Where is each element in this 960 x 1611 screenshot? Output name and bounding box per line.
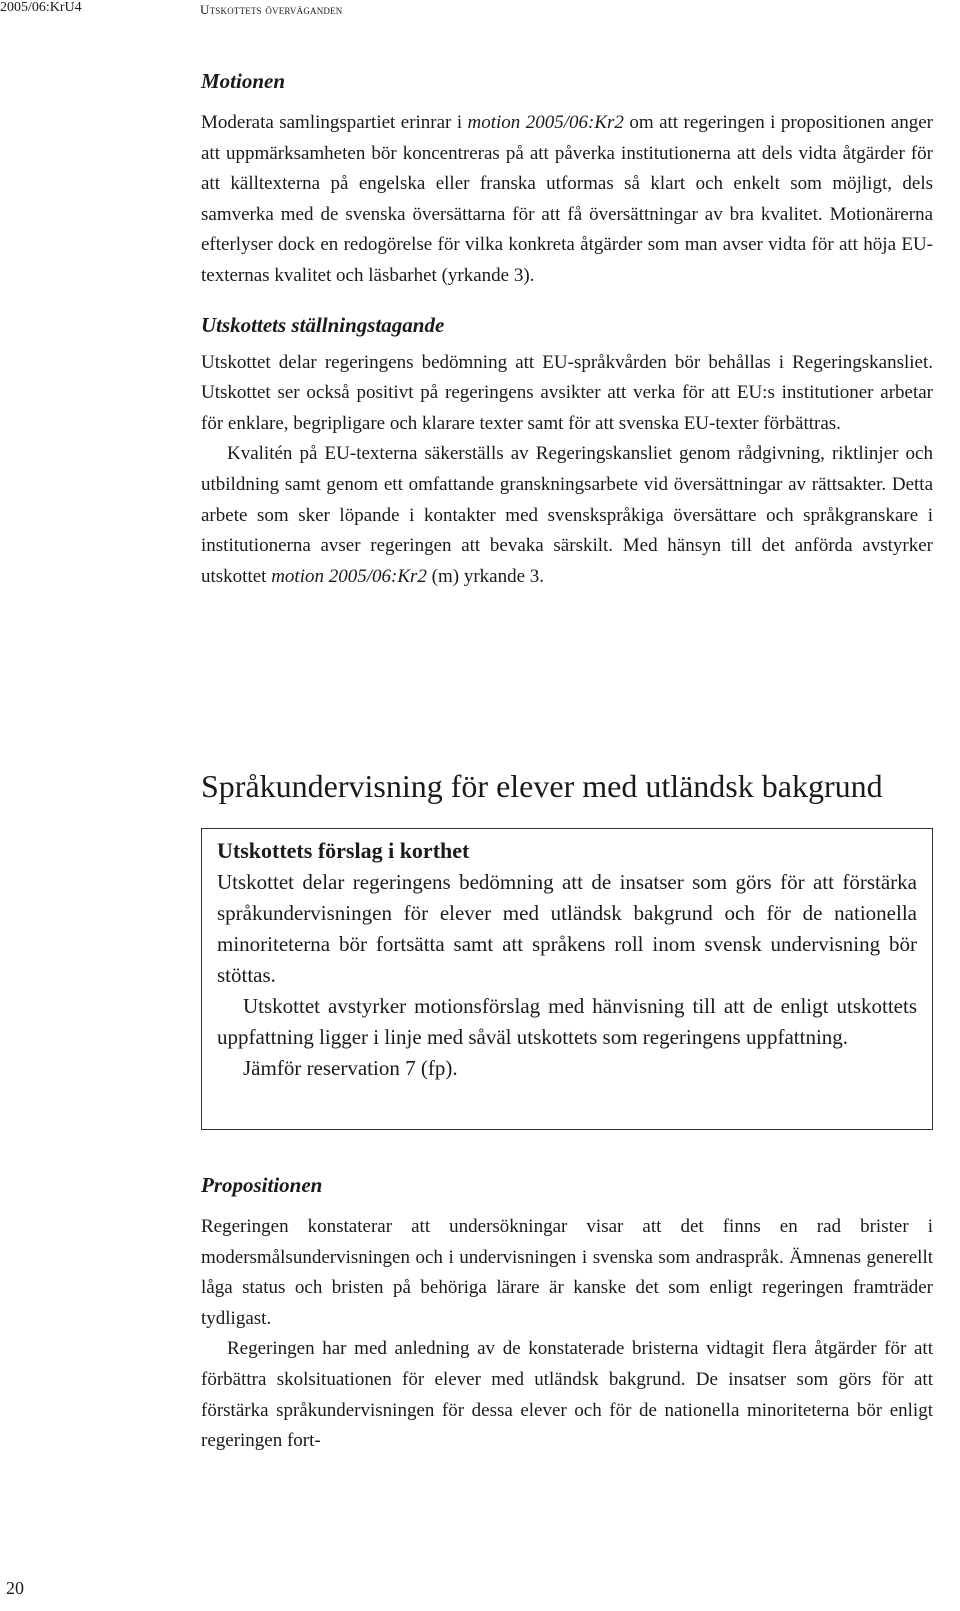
running-section-title: Utskottets överväganden: [200, 2, 343, 17]
propositionen-section: [201, 1170, 933, 1457]
summary-box-title: Utskottets förslag i korthet: [217, 838, 470, 863]
summary-paragraph-2: Utskottet avstyrker motionsförslag med hänvisning till att de enligt utskottets uppfattning ligger i linje med såväl utskottets som regeringens uppfattning.: [217, 994, 917, 1049]
propositionen-paragraph-2: Regeringen har med anledning av de konstaterade bristerna vidtagit flera åtgärder för att förbättra skolsituationen för elever med utländsk bakgrund. De insatser som görs för att förstärka språkundervisningen för dessa elever och för de nationella minoriteterna bör enligt regeringen fort-: [201, 1338, 933, 1452]
motionen-heading: Motionen: [201, 69, 286, 93]
section-title: Språkundervisning för elever med utländsk bakgrund: [201, 768, 883, 804]
sprak-section-title-wrap: [201, 766, 933, 806]
stallningstagande-text-start: Kvalitén på EU-texterna säkerställs av Regeringskansliet genom rådgivning, riktlinjer och utbildning samt genom ett omfattande granskningsarbete vid översättningar av rättsakter. Detta arbete som sker löpande i kontakter med svenskspråkiga översättare och språkgranskare i institutionerna avser regeringen att bevaka särskilt. Med hänsyn till det anförda avstyrker utskottet: [201, 443, 933, 587]
motion-section: [201, 66, 933, 592]
stallningstagande-heading: Utskottets ställningstagande: [201, 312, 445, 337]
document-reference: 2005/06:KrU4: [0, 0, 82, 15]
summary-paragraph-3: Jämför reservation 7 (fp).: [243, 1056, 458, 1080]
motionen-text-start: Moderata samlingspartiet erinrar i: [201, 112, 468, 133]
summary-box: [201, 828, 933, 1130]
stallningstagande-text-end: (m) yrkande 3.: [426, 565, 545, 587]
propositionen-heading: Propositionen: [201, 1173, 323, 1197]
motionen-paragraph: [201, 108, 933, 292]
motionen-text-end: om att regeringen i propositionen anger att uppmärksamheten bör koncentreras på att påverka institutionerna att dels vidta åtgärder för att källtexterna på engelska eller franska utformas så klart och enkelt som möjligt, dels samverka med de svenska översättarna för att få översättningar av bra kvalitet. Motionärerna efterlyser dock en redogörelse för vilka konkreta åtgärder som man avser vidta för att höja EU-texternas kvalitet och läsbarhet (yrkande 3).: [201, 112, 933, 286]
page-header: [0, 0, 960, 22]
stallningstagande-paragraph-2: [201, 439, 933, 592]
propositionen-paragraph-1: Regeringen konstaterar att undersökningar visar att det finns en rad brister i modersmålsundervisningen och i undervisningen i svenska som andraspråk. Ämnenas generellt låga status och bristen på behöriga lärare är kanske det som enligt regeringen framträder tydligast.: [201, 1216, 933, 1329]
summary-paragraph-1: Utskottet delar regeringens bedömning att de insatser som görs för att förstärka språkundervisningen för elever med utländsk bakgrund och för de nationella minoriteterna bör fortsätta samt att språkens roll inom svensk undervisning bör stöttas.: [217, 870, 917, 987]
stallningstagande-paragraph-1: Utskottet delar regeringens bedömning att EU-språkvården bör behållas i Regeringskansliet. Utskottet ser också positivt på regeringens avsikter att verka för att EU:s institutioner arbetar för enklare, begripligare och klarare texter samt för att svenska EU-texter förbättras.: [201, 351, 933, 434]
motion-reference: motion 2005/06:Kr2: [467, 112, 624, 133]
page-number: 20: [6, 1578, 24, 1598]
motion-reference: motion 2005/06:Kr2: [271, 565, 427, 587]
